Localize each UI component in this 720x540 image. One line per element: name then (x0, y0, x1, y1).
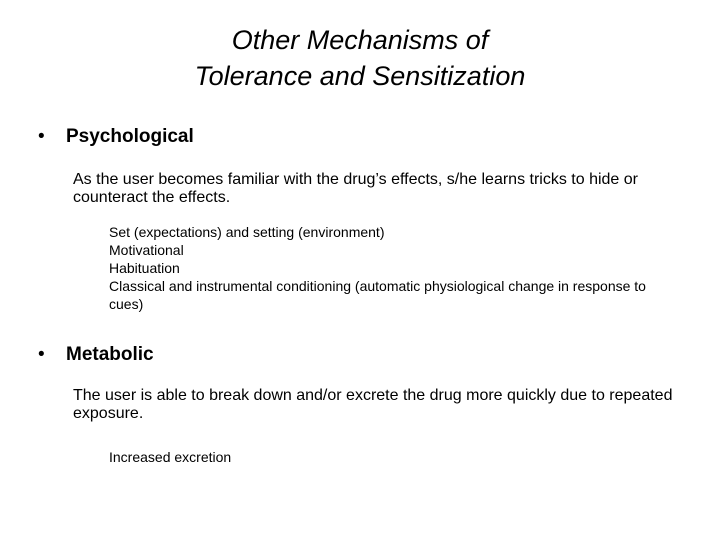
slide-title-line-1: Other Mechanisms of (231, 25, 489, 55)
list-item: Motivational (109, 242, 184, 258)
sub-list-metabolic (109, 448, 679, 466)
section-description-psychological: As the user becomes familiar with the drug’s effects, s/he learns tricks to hide or counteract the effects. (73, 171, 638, 206)
section-description-metabolic: The user is able to break down and/or excrete the drug more quickly due to repeated exposure. (73, 387, 673, 422)
bullet-icon: • (38, 126, 45, 147)
sub-list-psychological (109, 223, 679, 313)
slide-title (0, 22, 720, 94)
slide-title-line-2: Tolerance and Sensitization (194, 61, 526, 91)
list-item: Set (expectations) and setting (environment) (109, 224, 385, 240)
list-item: Habituation (109, 260, 180, 276)
section-heading-label: Psychological (66, 126, 194, 147)
section-heading-metabolic (38, 343, 154, 367)
section-heading-label: Metabolic (66, 344, 154, 365)
list-item: Increased excretion (109, 449, 232, 465)
bullet-icon: • (38, 344, 45, 365)
section-heading-psychological (38, 125, 194, 149)
list-item: Classical and instrumental conditioning (automatic physiological change in response to cues) (109, 278, 646, 312)
